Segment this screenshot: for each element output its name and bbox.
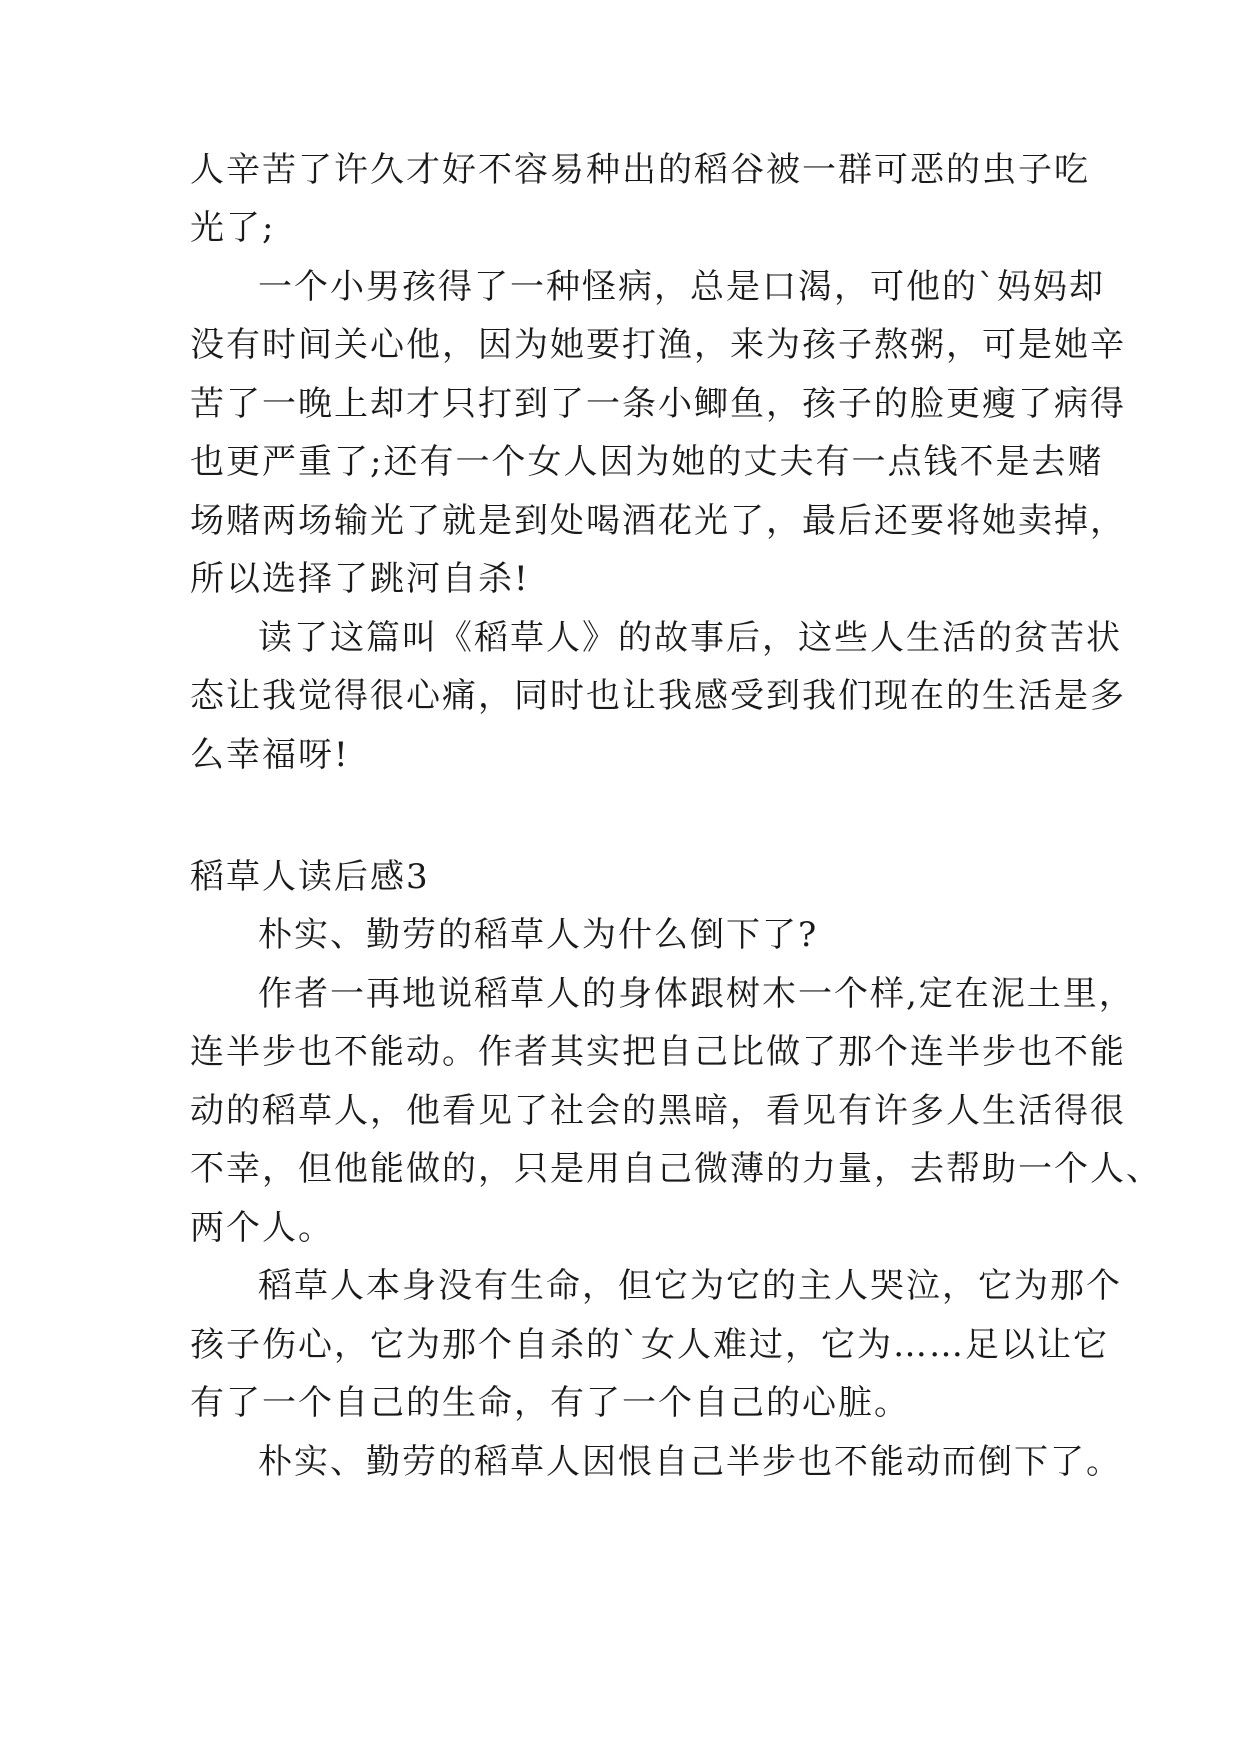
paragraph-line: 所以选择了跳河自杀! xyxy=(190,559,530,599)
paragraph-line: 人辛苦了许久才好不容易种出的稻谷被一群可恶的虫子吃 xyxy=(190,150,1090,190)
paragraph-line: 读了这篇叫《稻草人》的故事后，这些人生活的贫苦状 xyxy=(258,618,1122,658)
paragraph-line: 稻草人本身没有生命，但它为它的主人哭泣，它为那个 xyxy=(258,1266,1122,1306)
paragraph-line: 两个人。 xyxy=(190,1208,334,1248)
paragraph-line: 孩子伤心，它为那个自杀的`女人难过，它为……足以让它 xyxy=(190,1325,1109,1365)
paragraph-line: 苦了一晚上却才只打到了一条小鲫鱼，孩子的脸更瘦了病得 xyxy=(190,384,1126,424)
paragraph-line: 么幸福呀! xyxy=(190,735,350,775)
paragraph-line: 场赌两场输光了就是到处喝酒花光了，最后还要将她卖掉， xyxy=(190,501,1126,541)
paragraph-line: 作者一再地说稻草人的身体跟树木一个样,定在泥土里， xyxy=(258,974,1135,1014)
paragraph-line: 不幸，但他能做的，只是用自己微薄的力量，去帮助一个人、 xyxy=(190,1149,1162,1189)
paragraph-line: 朴实、勤劳的稻草人因恨自己半步也不能动而倒下了。 xyxy=(258,1442,1122,1482)
paragraph-line: 一个小男孩得了一种怪病，总是口渴，可他的`妈妈却 xyxy=(258,267,1105,307)
paragraph-line: 有了一个自己的生命，有了一个自己的心脏。 xyxy=(190,1383,910,1423)
paragraph-line: 动的稻草人，他看见了社会的黑暗，看见有许多人生活得很 xyxy=(190,1091,1126,1131)
paragraph-line: 也更严重了;还有一个女人因为她的丈夫有一点钱不是去赌 xyxy=(190,442,1104,482)
paragraph-line: 连半步也不能动。作者其实把自己比做了那个连半步也不能 xyxy=(190,1032,1126,1072)
paragraph-line: 没有时间关心他，因为她要打渔，来为孩子熬粥，可是她辛 xyxy=(190,325,1126,365)
paragraph-line: 朴实、勤劳的稻草人为什么倒下了? xyxy=(258,915,819,955)
paragraph-line: 光了; xyxy=(190,208,276,248)
section-title: 稻草人读后感3 xyxy=(190,857,430,897)
document-body xyxy=(190,0,1162,1754)
paragraph-line: 态让我觉得很心痛，同时也让我感受到我们现在的生活是多 xyxy=(190,676,1126,716)
